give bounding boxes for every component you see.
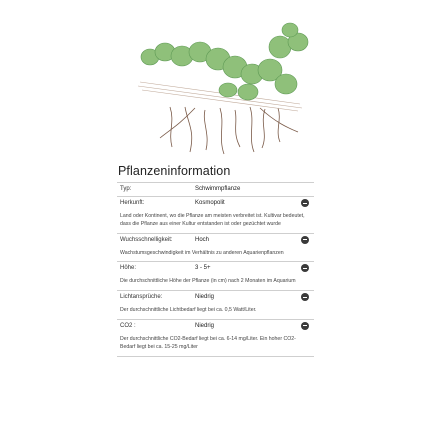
leaves: [141, 23, 308, 100]
section-title: Pflanzeninformation: [118, 164, 231, 178]
info-row: [117, 261, 314, 275]
collapse-icon[interactable]: [301, 322, 309, 330]
info-row: [117, 196, 314, 210]
info-label: Herkunft:: [120, 200, 145, 206]
info-value: Kosmopolit: [195, 200, 225, 206]
info-value: 3 - 5+: [195, 265, 211, 272]
roots: [160, 107, 298, 154]
plant-illustration: [110, 12, 320, 162]
info-value: Schwimmpflanze: [195, 186, 241, 192]
info-label: Typ:: [120, 186, 132, 192]
info-row: [117, 182, 314, 196]
collapse-icon[interactable]: [301, 293, 309, 301]
collapse-icon[interactable]: [301, 236, 309, 244]
info-value: Hoch: [195, 236, 210, 243]
collapse-icon[interactable]: [301, 264, 309, 272]
collapse-icon[interactable]: [301, 199, 309, 207]
info-row: [117, 290, 314, 304]
info-row: [117, 319, 314, 333]
info-value: Niedrig: [195, 294, 215, 301]
plant-info-table: [117, 182, 314, 357]
info-description: Der durchschnittliche Lichtbedarf liegt bei ca. 0,5 Watt/Liter.: [120, 307, 257, 314]
info-label: Wuchsschnelligkeit:: [120, 236, 173, 243]
info-label: CO2 :: [120, 322, 136, 329]
info-value: Niedrig: [195, 322, 215, 329]
table-bottom-border: [117, 356, 314, 357]
info-label: Lichtansprüche:: [120, 294, 163, 301]
info-description: Wachstumsgeschwindigkeit im Verhältnis zu anderen Aquarienpflanzen: [120, 249, 284, 256]
info-row: [117, 233, 314, 247]
info-label: Höhe:: [120, 265, 137, 272]
info-description: Der durchschnittliche CO2-Bedarf liegt bei ca. 6-14 mg/Liter. Ein hoher CO2-Bedarf liegt bei ca. 15-25 mg/Liter: [120, 335, 296, 350]
info-description: Die durchschnittliche Höhe der Pflanze (in cm) nach 2 Monaten im Aquarium: [120, 278, 296, 285]
info-description: Land oder Kontinent, wo die Pflanze am meisten verbreitet ist. Kultivar bedeutet, dass die Pflanze aus einer Kultur entstanden ist oder gezüchtet wurde: [120, 213, 305, 227]
